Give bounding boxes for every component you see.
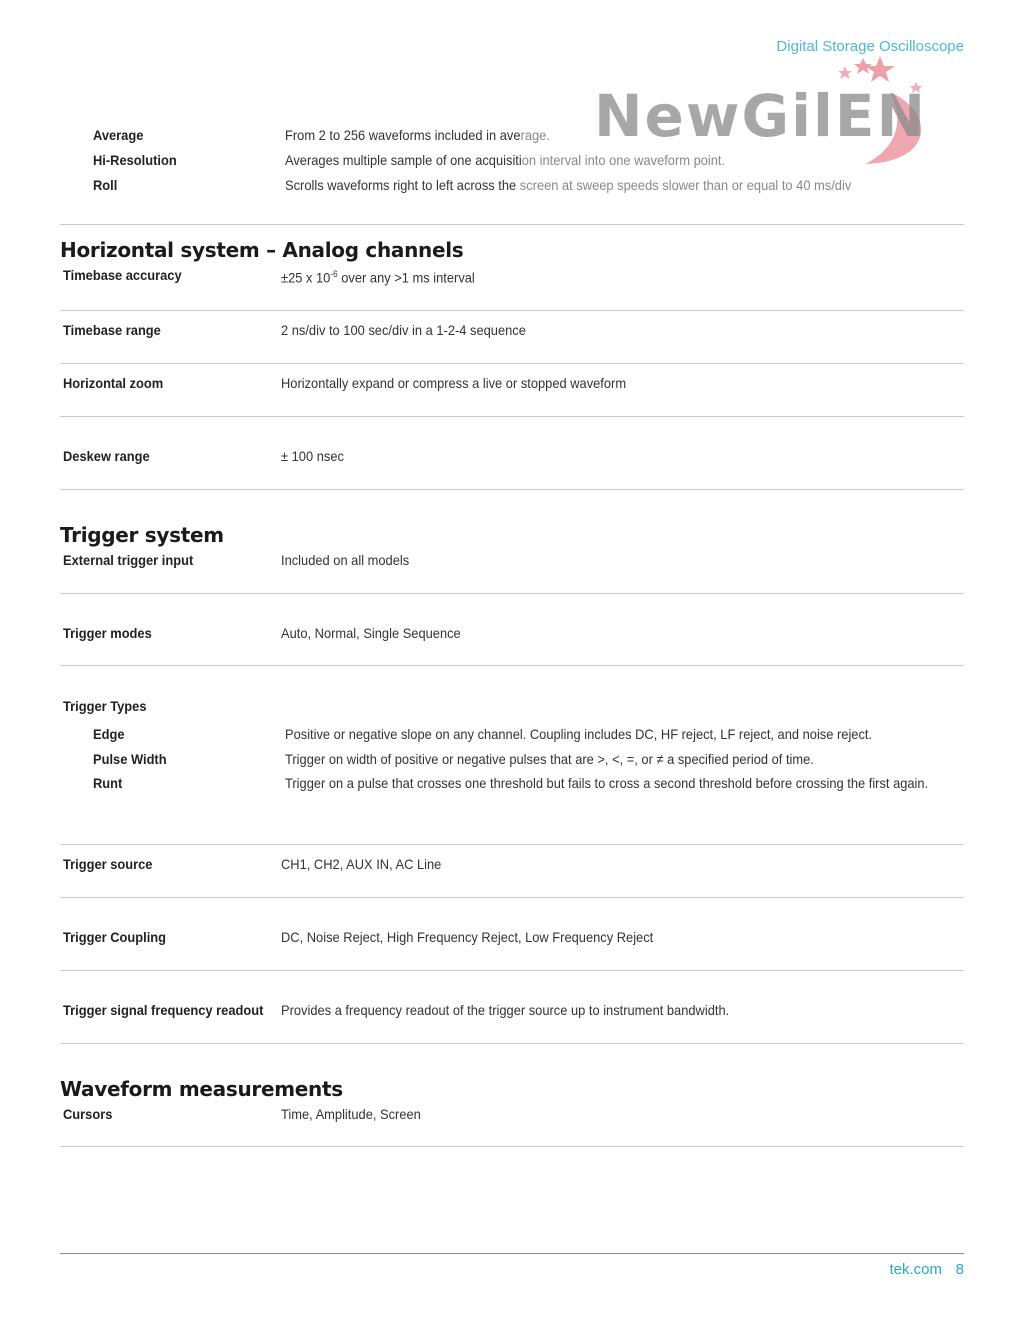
timebase-range-value: 2 ns/div to 100 sec/div in a 1-2-4 sequence: [281, 322, 526, 338]
waveform-measurements-heading: Waveform measurements: [60, 1077, 343, 1101]
timebase-accuracy-label: Timebase accuracy: [63, 267, 182, 283]
divider: [60, 416, 964, 417]
trigger-system-heading: Trigger system: [60, 523, 224, 547]
page-number: 8: [955, 1261, 964, 1278]
logo-text: NewGilEN: [594, 82, 927, 150]
timebase-accuracy-value: ±25 x $10^{-6}$ over any >1 ms interval: [281, 269, 475, 286]
divider: [60, 844, 964, 845]
trigger-source-label: Trigger source: [63, 856, 153, 872]
divider: [60, 363, 964, 364]
pulse-width-label: Pulse Width: [93, 751, 167, 767]
trigger-coupling-value: DC, Noise Reject, High Frequency Reject, Low Frequency Reject: [281, 929, 654, 945]
trigger-types-label: Trigger Types: [63, 698, 147, 714]
divider: [60, 593, 964, 594]
trigger-modes-value: Auto, Normal, Single Sequence: [281, 625, 461, 641]
deskew-range-label: Deskew range: [63, 448, 150, 464]
divider: [60, 224, 964, 225]
divider: [60, 665, 964, 666]
external-trigger-input-label: External trigger input: [63, 552, 194, 568]
horizontal-system-heading: Horizontal system – Analog channels: [60, 238, 464, 262]
divider: [60, 310, 964, 311]
trigger-coupling-label: Trigger Coupling: [63, 929, 167, 945]
divider: [60, 1043, 964, 1044]
horizontal-zoom-value: Horizontally expand or compress a live or stopped waveform: [281, 375, 627, 391]
cursors-label: Cursors: [63, 1106, 113, 1122]
hi-resolution-value: Averages multiple sample of one acquisition interval into one waveform point.: [285, 152, 726, 168]
pulse-width-value: Trigger on width of positive or negative pulses that are >, <, =, or ≠ a specified period of time.: [285, 751, 814, 767]
deskew-range-value: ± 100 nsec: [281, 448, 344, 464]
runt-value: Trigger on a pulse that crosses one threshold but fails to cross a second threshold before crossing the first again.: [285, 775, 929, 791]
tek-link[interactable]: tek.com: [889, 1261, 942, 1278]
edge-value: Positive or negative slope on any channel. Coupling includes DC, HF reject, LF reject, and noise reject.: [285, 726, 873, 742]
roll-value: Scrolls waveforms right to left across the screen at sweep speeds slower than or equal to 40 ms/div: [285, 177, 852, 193]
document-tag: Digital Storage Oscilloscope: [776, 38, 964, 55]
trigger-frequency-readout-label: Trigger signal frequency readout: [63, 1002, 264, 1018]
external-trigger-input-value: Included on all models: [281, 552, 410, 568]
divider: [60, 1146, 964, 1147]
hi-resolution-label: Hi-Resolution: [93, 152, 177, 168]
roll-label: Roll: [93, 177, 118, 193]
footer-divider: [60, 1253, 964, 1254]
runt-label: Runt: [93, 775, 123, 791]
divider: [60, 970, 964, 971]
average-value: From 2 to 256 waveforms included in average.: [285, 127, 550, 143]
average-label: Average: [93, 127, 144, 143]
divider: [60, 897, 964, 898]
cursors-value: Time, Amplitude, Screen: [281, 1106, 421, 1122]
trigger-frequency-readout-value: Provides a frequency readout of the trigger source up to instrument bandwidth.: [281, 1002, 730, 1018]
trigger-source-value: CH1, CH2, AUX IN, AC Line: [281, 856, 442, 872]
timebase-range-label: Timebase range: [63, 322, 161, 338]
edge-label: Edge: [93, 726, 125, 742]
trigger-modes-label: Trigger modes: [63, 625, 152, 641]
divider: [60, 489, 964, 490]
horizontal-zoom-label: Horizontal zoom: [63, 375, 164, 391]
